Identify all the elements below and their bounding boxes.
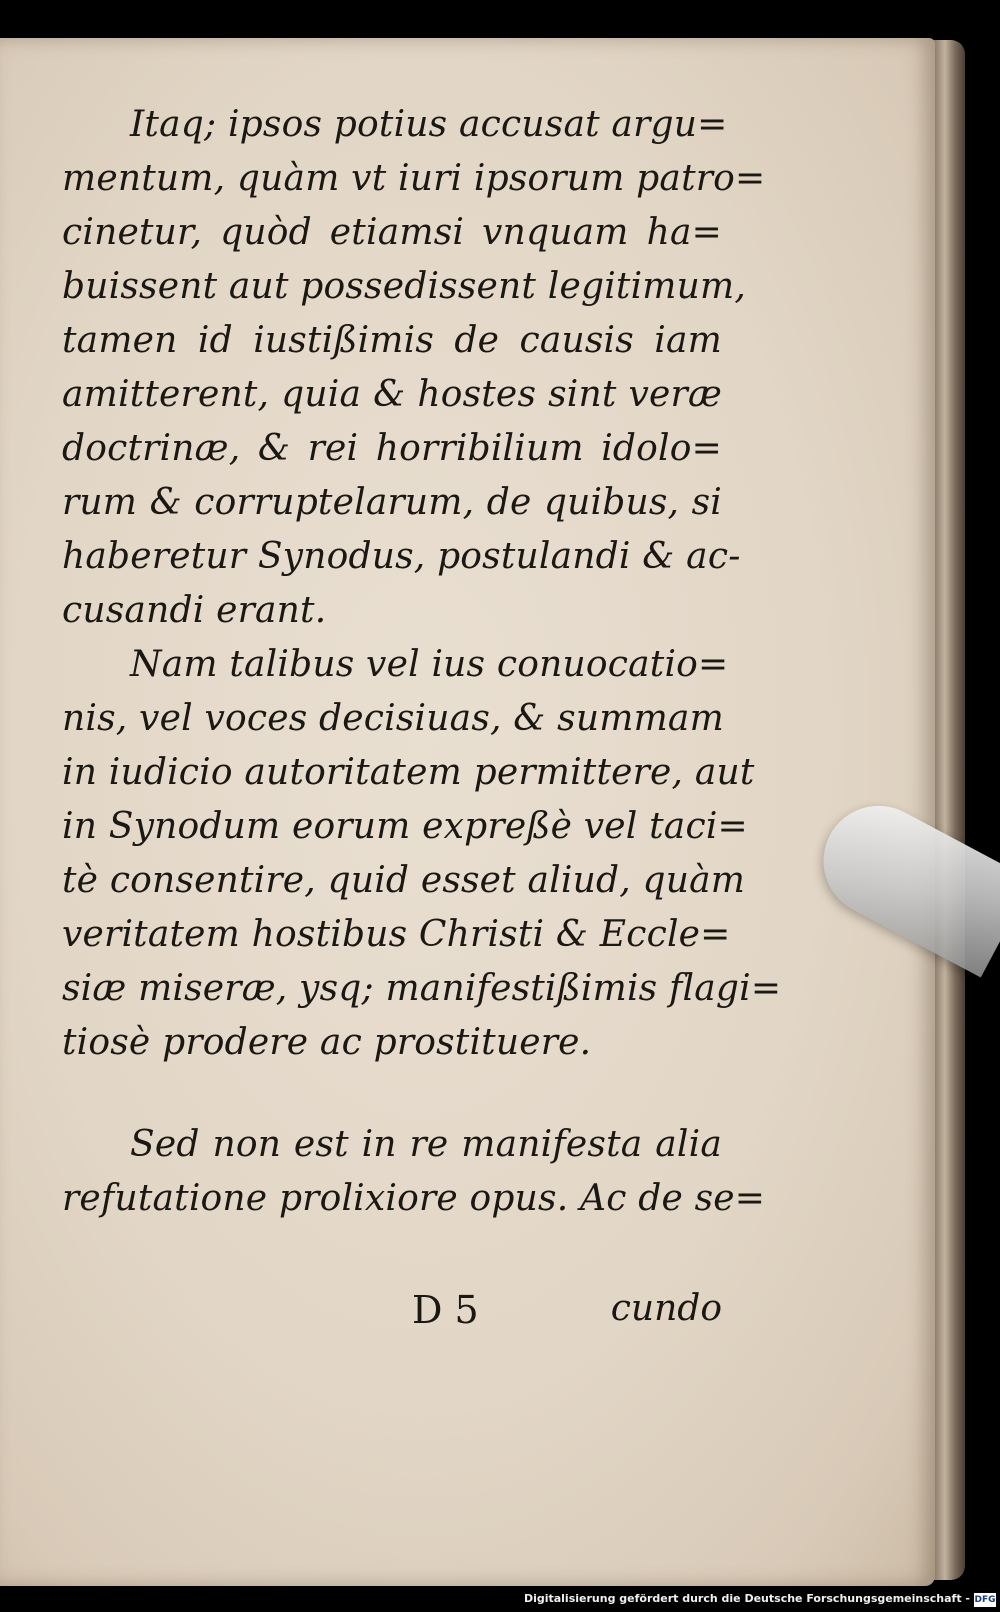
text-line: nis, vel voces decisiuas, & summam [62, 698, 724, 739]
text-line: tè consentire, quid esset aliud, quàm [62, 860, 746, 901]
paragraph-3 [62, 1118, 766, 1226]
text-line: tamen id iustißimis de causis iam [62, 320, 722, 361]
text-line: in iudicio autoritatem permittere, aut [62, 752, 755, 793]
page-text [62, 98, 782, 1226]
text-line: refutatione prolixiore opus. Ac de se= [62, 1178, 766, 1219]
dfg-logo-icon: DFG [974, 1595, 996, 1605]
text-line: buissent aut possedissent legitimum, [62, 266, 746, 307]
catchword: cundo [610, 1288, 722, 1329]
text-line: amitterent, quia & hostes sint veræ [62, 374, 722, 415]
page-footer [62, 1288, 722, 1348]
signature-mark: D 5 [412, 1288, 479, 1332]
text-line: mentum, quàm vt iuri ipsorum patro= [62, 158, 766, 199]
credit-bar [0, 1590, 1000, 1612]
text-line: siæ miseræ, ysq; manifestißimis flagi= [62, 968, 782, 1009]
text-line: Nam talibus vel ius conuocatio= [130, 644, 729, 685]
credit-text: Digitalisierung gefördert durch die Deutsche Forschungsgemeinschaft - [523, 1592, 970, 1605]
text-line: rum & corruptelarum, de quibus, si [62, 482, 722, 523]
text-line: tiosè prodere ac prostituere. [62, 1022, 592, 1063]
book-page [0, 38, 935, 1586]
paragraph-1 [62, 98, 766, 638]
text-line: doctrinæ, & rei horribilium idolo= [62, 428, 722, 469]
text-line: Sed non est in re manifesta alia [130, 1124, 722, 1165]
paragraph-2 [62, 638, 782, 1070]
text-line: in Synodum eorum expreßè vel taci= [62, 806, 748, 847]
text-line: haberetur Synodus, postulandi & ac- [62, 536, 741, 577]
text-line: cinetur, quòd etiamsi vnquam ha= [62, 212, 722, 253]
paragraph-gap [62, 1070, 722, 1118]
text-line: cusandi erant. [62, 590, 327, 631]
text-line: veritatem hostibus Christi & Eccle= [62, 914, 731, 955]
text-line: Itaq; ipsos potius accusat argu= [130, 104, 728, 145]
